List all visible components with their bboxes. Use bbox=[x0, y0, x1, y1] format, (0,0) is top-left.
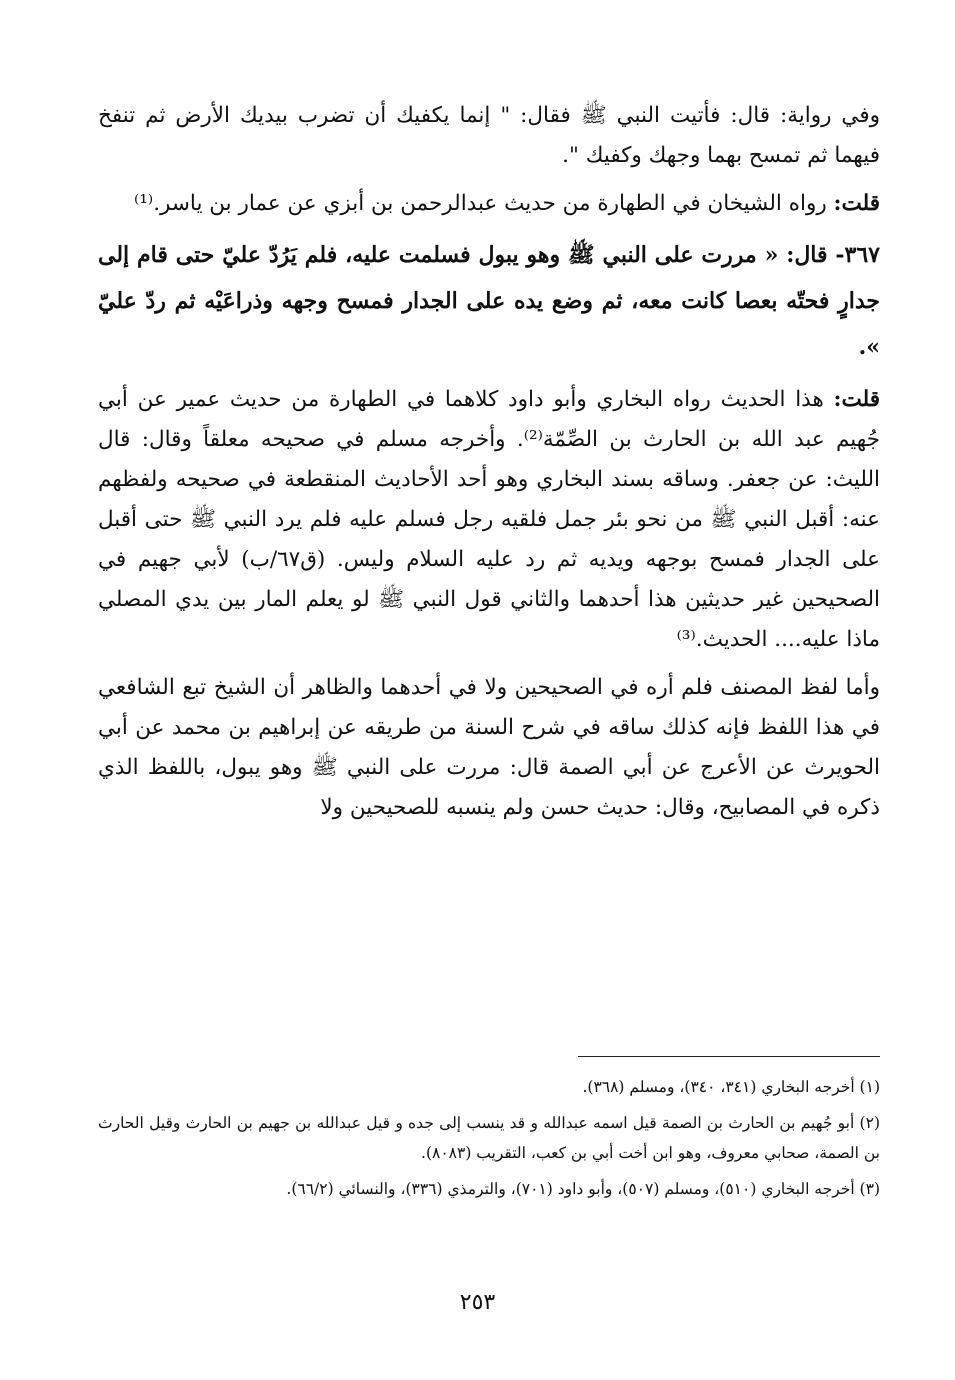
main-text bbox=[98, 96, 880, 836]
footnote-2: (٢) أبو جُهيم بن الحارث بن الصمة قيل اسمه عبدالله و قد ينسب إلى جده و قيل عبدالله بن جهيم بن الحارث وقيل الحارث بن الصمة، صحابي معروف، وهو ابن أخت أبي بن كعب، التقريب (٨٠٨٣). bbox=[98, 1114, 880, 1162]
paragraph-text: وأما لفظ المصنف فلم أره في الصحيحين ولا في أحدهما والظاهر أن الشيخ تبع الشافعي في هذا اللفظ فإنه كذلك ساقه في شرح السنة من طريقه عن إبراهيم بن محمد عن أبي الحويرث عن الأعرج عن أبي الصمة قال: مررت على النبي ﷺ وهو يبول، باللفظ الذي ذكره في المصابيح، وقال: حديث حسن ولم ينسبه للصحيحين ولا bbox=[98, 675, 880, 820]
footnote-1: (١) أخرجه البخاري (٣٤١، ٣٤٠)، ومسلم (٣٦٨). bbox=[582, 1078, 880, 1096]
paragraph-lead: قلت: bbox=[833, 191, 880, 216]
footnote-divider bbox=[578, 1056, 880, 1057]
paragraph-text: رواه الشيخان في الطهارة من حديث عبدالرحمن بن أبزي عن عمار بن ياسر.⁽¹⁾ bbox=[134, 191, 834, 216]
paragraph-qultu-2 bbox=[98, 380, 880, 660]
paragraph-riwaya bbox=[98, 96, 880, 176]
paragraph-text: ٣٦٧- قال: « مررت على النبي ﷺ وهو يبول فسلمت عليه، فلم يَرُدّ عليّ حتى قام إلى جدارٍ فحتّه بعصا كانت معه، ثم وضع يده على الجدار فمسح وجهه وذراعَيْه ثم ردّ عليّ ». bbox=[98, 242, 880, 360]
paragraph-qultu-1 bbox=[98, 184, 880, 224]
paragraph-text: هذا الحديث رواه البخاري وأبو داود كلاهما في الطهارة من حديث عمير عن أبي جُهيم عبد الله بن الحارث بن الصِّمّة⁽²⁾. وأخرجه مسلم في صحيحه معلقاً وقال: قال الليث: عن جعفر. وساقه بسند البخاري وهو أحد الأحاديث المنقطعة في صحيحه ولفظهم عنه: أقبل النبي ﷺ من نحو بئر جمل فلقيه رجل فسلم عليه فلم يرد النبي ﷺ حتى أقبل على الجدار فمسح بوجهه ويديه ثم رد عليه السلام وليس. (ق٦٧/ب) لأبي جهيم في الصحيحين غير حديثين هذا أحدهما والثاني قول النبي ﷺ لو يعلم المار بين يدي المصلي ماذا عليه.... الحديث.⁽³⁾ bbox=[98, 387, 880, 652]
page-number: ٢٥٣ bbox=[459, 1290, 496, 1315]
paragraph-musannif bbox=[98, 668, 880, 828]
footnote-3: (٣) أخرجه البخاري (٥١٠)، ومسلم (٥٠٧)، وأبو داود (٧٠١)، والترمذي (٣٣٦)، والنسائي (٦٦/٢). bbox=[286, 1180, 880, 1198]
paragraph-text: وفي رواية: قال: فأتيت النبي ﷺ فقال: " إنما يكفيك أن تضرب بيديك الأرض ثم تنفخ فيهما ثم تمسح بهما وجهك وكفيك ". bbox=[98, 103, 880, 168]
hadith-367 bbox=[98, 232, 880, 370]
paragraph-lead: قلت: bbox=[833, 387, 880, 412]
footnotes bbox=[98, 1072, 880, 1210]
